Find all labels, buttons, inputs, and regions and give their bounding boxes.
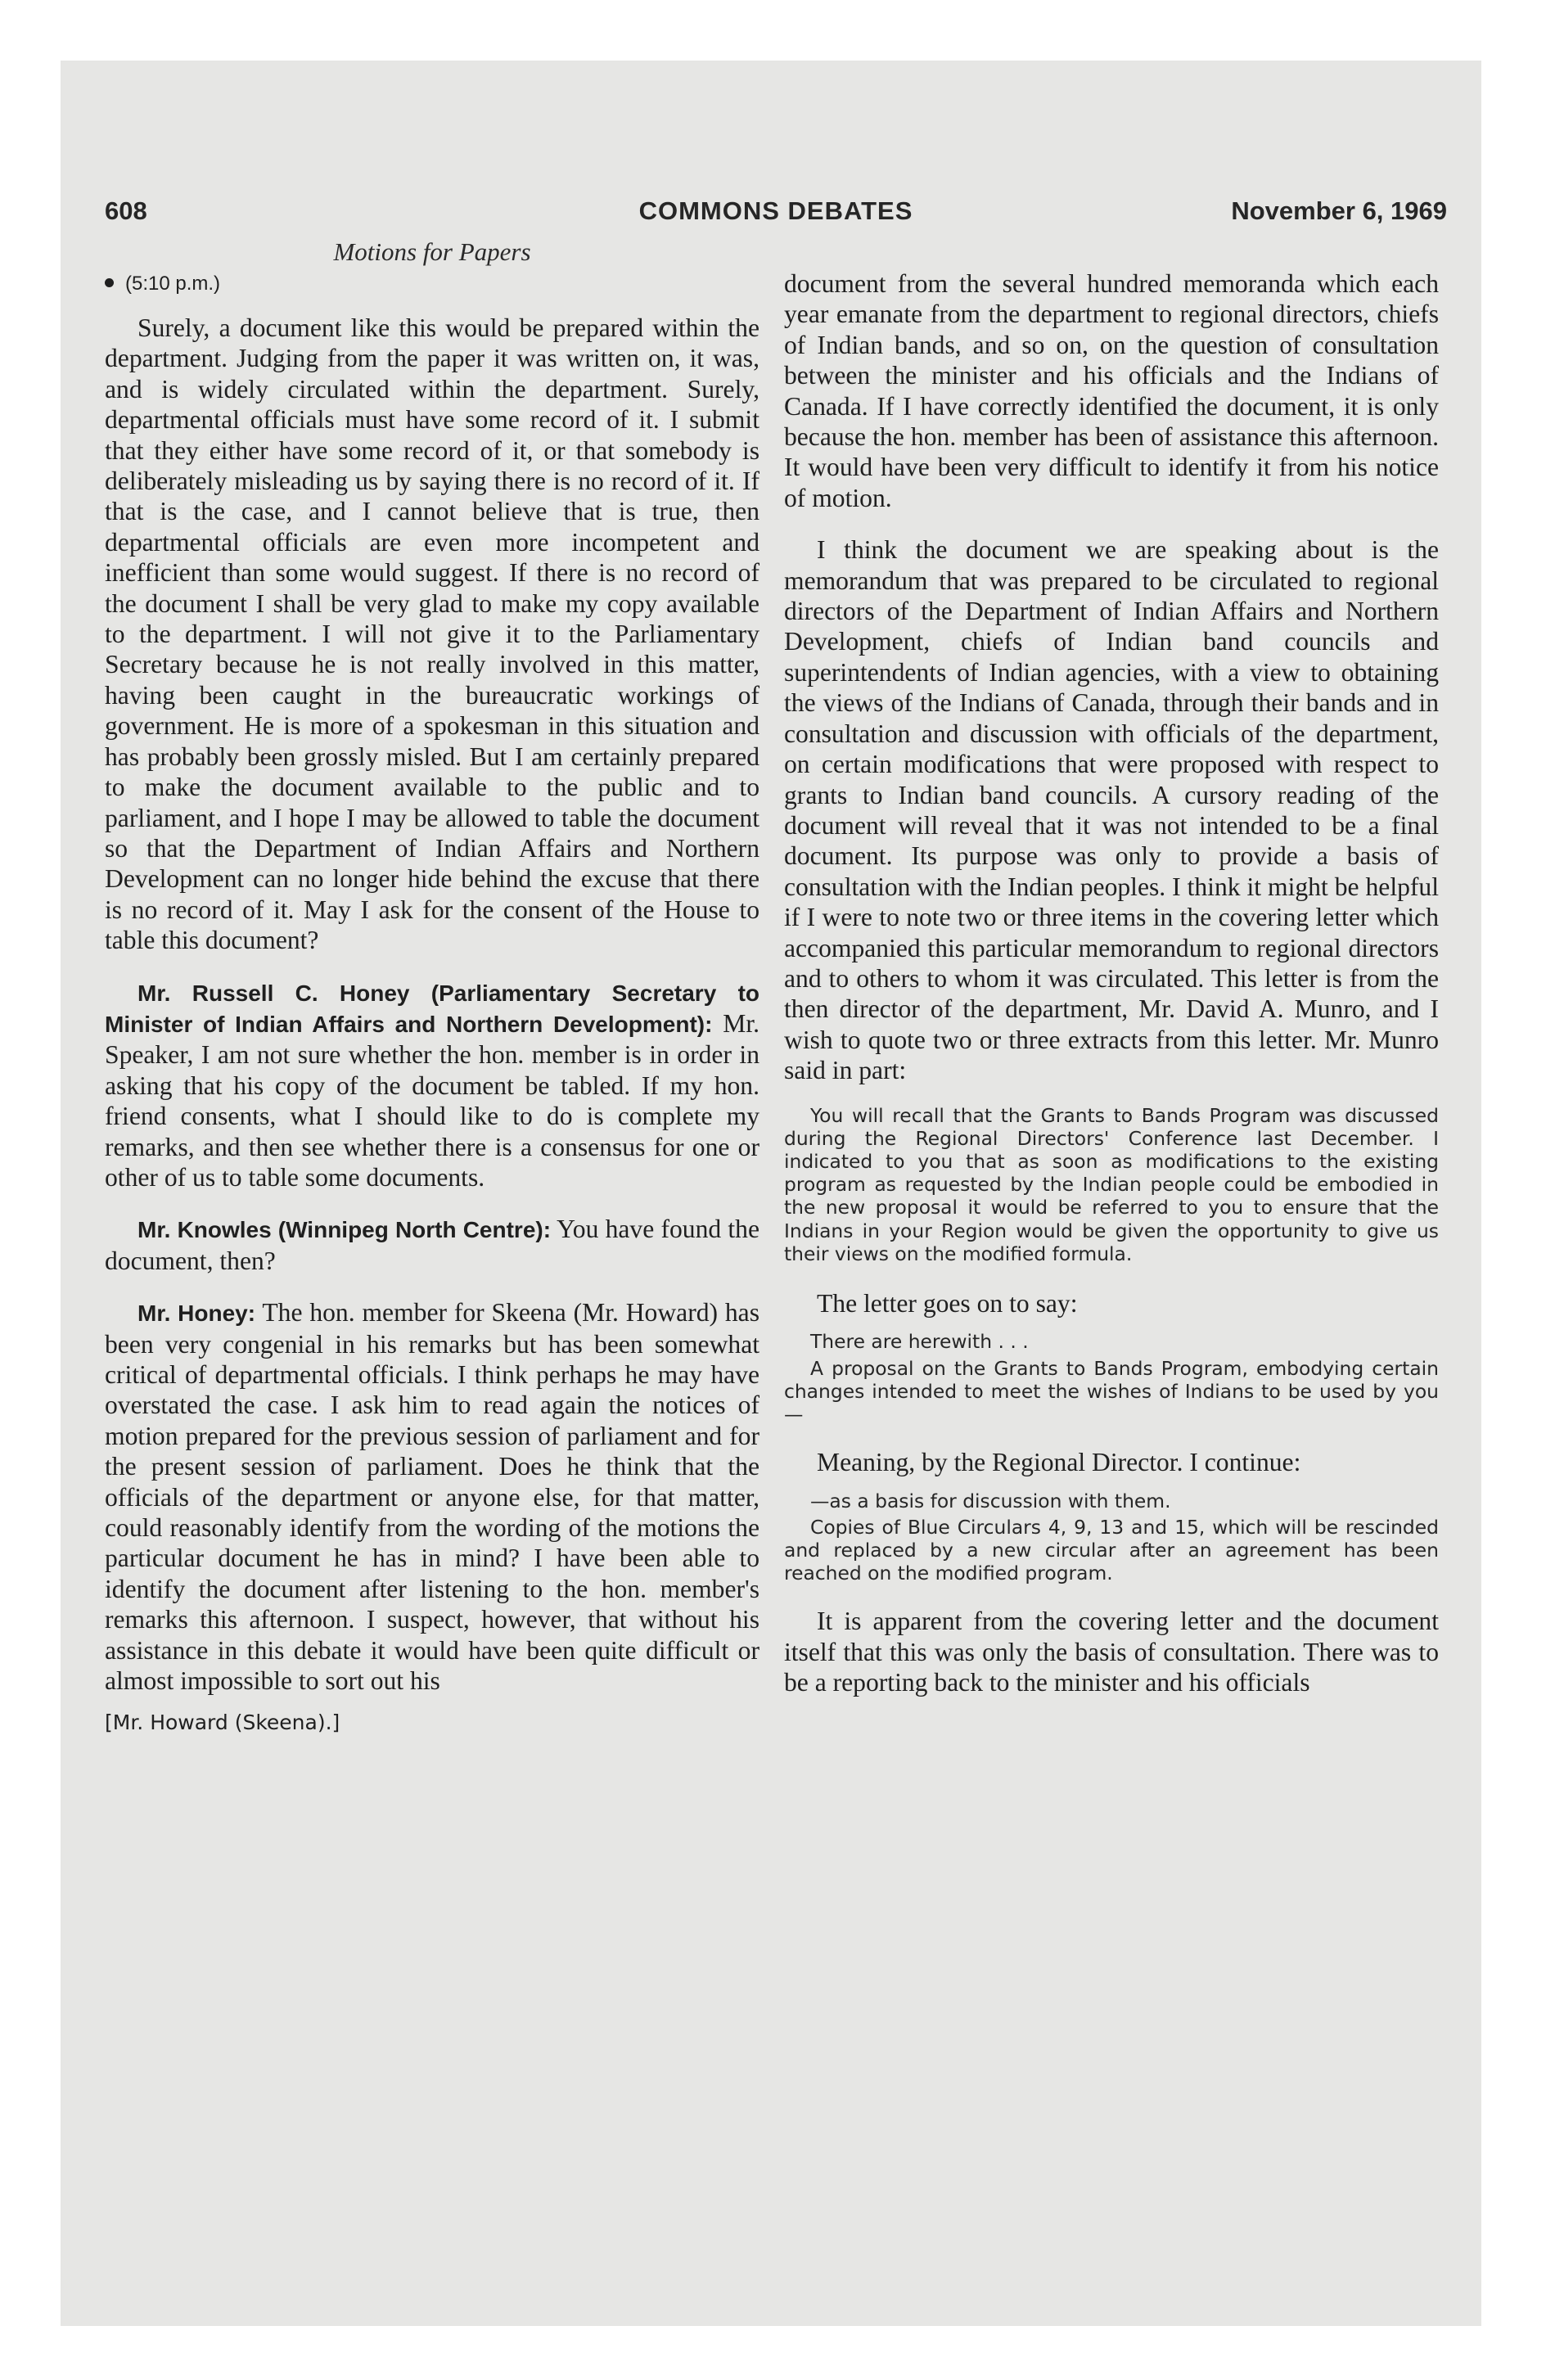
speech-text: Mr. Speaker, I am not sure whether the hon. member is in order in asking that his copy of the document be tabled. If my hon. friend consents, what I should like to do is complete my remarks, and then see whether there is a consensus for one or other of us to table some documents. — [105, 1008, 760, 1192]
speech-text: You have found the document, then? — [105, 1215, 759, 1275]
speaker-name: Mr. Russell C. Honey (Parliamentary Secretary to Minister of Indian Affairs and Northern Development): — [105, 980, 759, 1037]
timestamp — [105, 270, 759, 298]
quote-text: Copies of Blue Circulars 4, 9, 13 and 15, which will be rescinded and replaced by a new circular after an agreement has been reached on the modified program. — [784, 1515, 1439, 1585]
page-number: 608 — [105, 196, 147, 225]
quote-text: —as a basis for discussion with them. — [810, 1489, 1171, 1512]
speech-paragraph — [105, 1214, 759, 1276]
publication-date: November 6, 1969 — [1231, 196, 1447, 225]
speech-text: The hon. member for Skeena (Mr. Howard) has been very congenial in his remarks but has been somewhat critical of departmental officials. I think perhaps he may have overstated the case. I ask him to read again the notices of motion prepared for the previous session of parliament and for the present session of parliament. Does he think that the officials of the department or anyone else, for that matter, could reasonably identify from the wording of the motions the particular document he has in mind? I have been able to identify the document after listening to the hon. member's remarks this afternoon. I suspect, however, that without his assistance in this debate it would have been quite difficult or almost impossible to sort out his — [105, 1298, 759, 1696]
speaker-attribution: [Mr. Howard (Skeena).] — [105, 1711, 340, 1735]
quote-text: A proposal on the Grants to Bands Program, embodying certain changes intended to meet the wishes of Indians to be used by you— — [784, 1356, 1439, 1426]
paragraph: The letter goes on to say: — [817, 1288, 1078, 1318]
bullet-icon — [105, 278, 114, 287]
quote-text: You will recall that the Grants to Bands Program was discussed during the Regional Directors' Conference last December. I indicated to you that as soon as modifications to the existing program as requested by the Indian people could be embodied in the new proposal it would be referred to you to ensure that the Indians in your Region would be given the opportunity to give us their views on the modified formula. — [784, 1103, 1439, 1265]
speaker-name: Mr. Knowles (Winnipeg North Centre): — [137, 1217, 552, 1243]
block-quote — [784, 1104, 1439, 1265]
running-head — [105, 196, 1447, 237]
paragraph: Surely, a document like this would be prepared within the department. Judging from the paper it was written on, it was, and is widely circulated within the department. Surely, departmental officials must have some record of it. I submit that they either have some record of it, or that somebody is deliberately misleading us by saying there is no record of it. If that is the case, and I cannot believe that is true, then departmental officials are even more incompetent and inefficient than some would suggest. If there is no record of the document I shall be very glad to make my copy available to the department. I will not give it to the Parliamentary Secretary because he is not really involved in this matter, having been caught in the bureaucratic workings of government. He is more of a spokesman in this situation and has probably been grossly misled. But I am certainly prepared to make the document available to the public and to parliament, and I hope I may be allowed to table the document so that the Department of Indian Affairs and Northern Development can no longer hide behind the excuse that there is no record of it. May I ask for the consent of the House to table this document? — [105, 313, 759, 955]
speaker-name: Mr. Honey: — [137, 1300, 256, 1327]
timestamp-text: (5:10 p.m.) — [125, 273, 221, 295]
paragraph: I think the document we are speaking about is the memorandum that was prepared to be circulated to regional directors of the Department of Indian Affairs and Northern Development, chiefs of Indian band councils and superintendents of Indian agencies, with a view to obtaining the views of the Indians of Canada, through their bands and in consultation and discussion with officials of the department, on certain modifications that were proposed with respect to grants to Indian band councils. A cursory reading of the document will reveal that it was not intended to be a final document. Its purpose was only to provide a basis of consultation with the Indian peoples. I think it might be helpful if I were to note two or three items in the covering letter which accompanied this particular memorandum to regional directors and to others to whom it was circulated. This letter is from the then director of the department, Mr. David A. Munro, and I wish to quote two or three extracts from this letter. Mr. Munro said in part: — [784, 535, 1439, 1085]
paragraph: Meaning, by the Regional Director. I continue: — [817, 1448, 1301, 1477]
speech-paragraph — [105, 977, 759, 1193]
block-quote — [784, 1490, 1439, 1585]
publication-title: COMMONS DEBATES — [638, 196, 913, 225]
right-column — [784, 268, 1439, 1698]
block-quote — [784, 1330, 1439, 1426]
section-heading: Motions for Papers — [333, 237, 531, 266]
speech-paragraph — [105, 1297, 759, 1696]
quote-text: There are herewith . . . — [810, 1330, 1029, 1354]
paragraph: document from the several hundred memoranda which each year emanate from the department to regional directors, chiefs of Indian bands, and so on, on the question of consultation between the minister and his officials and the Indians of Canada. If I have correctly identified the document, it is only because the hon. member has been of assistance this afternoon. It would have been very difficult to identify it from his notice of motion. — [784, 269, 1439, 512]
left-column — [105, 270, 759, 1735]
paragraph: It is apparent from the covering letter and the document itself that this was only the basis of consultation. There was to be a reporting back to the minister and his officials — [784, 1607, 1439, 1697]
